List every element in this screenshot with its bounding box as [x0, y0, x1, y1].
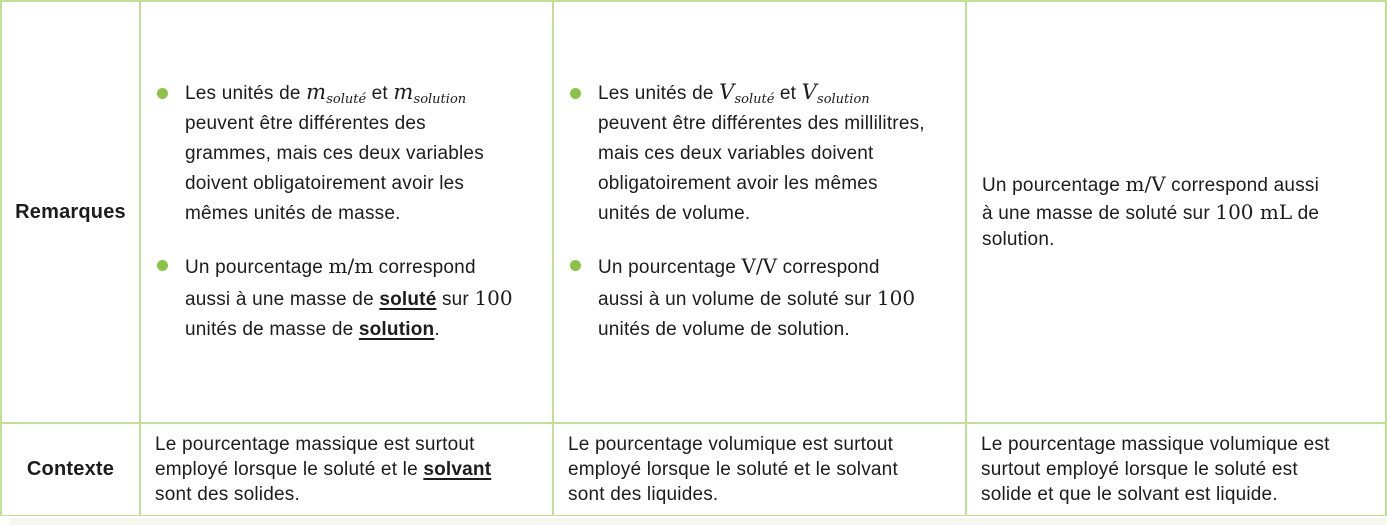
remarques-massique-volumique-cell — [967, 2, 1385, 424]
math-subscript: solution — [413, 92, 467, 107]
math-roman: m/m — [328, 254, 374, 278]
bullet-item — [570, 79, 930, 229]
math-variable: msoluté — [306, 80, 367, 107]
text-run: . — [434, 319, 440, 340]
bullet-dot-icon — [570, 88, 581, 99]
text-run: et — [774, 83, 802, 104]
row-header-contexte: Contexte — [2, 424, 141, 515]
math-subscript: soluté — [734, 92, 775, 107]
remarques-massique-cell — [141, 2, 554, 424]
math-roman: m/V — [1125, 172, 1166, 196]
bullet-item — [157, 251, 517, 345]
cell-paragraph — [155, 432, 507, 507]
math-variable: Vsolution — [801, 80, 870, 107]
emphasized-term: soluté — [379, 289, 437, 310]
emphasized-term: solvant — [423, 459, 492, 480]
text-run: Un pourcentage — [982, 175, 1126, 196]
bullet-item — [157, 79, 517, 229]
bullet-dot-icon — [157, 88, 168, 99]
bullet-text — [598, 251, 930, 345]
text-run: Un pourcentage — [185, 257, 329, 278]
cell-paragraph — [568, 432, 920, 507]
text-run: Les unités de — [185, 83, 307, 104]
math-roman: 100 mL — [1215, 200, 1293, 224]
text-run: et — [366, 83, 394, 104]
bullet-text — [185, 79, 517, 229]
text-run: Le pourcentage massique est surtout employé lorsque le soluté et le — [155, 434, 475, 480]
cell-paragraph — [982, 171, 1330, 253]
text-run: sont des solides. — [155, 484, 300, 505]
text-run: Un pourcentage — [598, 257, 742, 278]
bullet-dot-icon — [157, 260, 168, 271]
text-run: correspond aussi à une masse de soluté sur — [982, 175, 1320, 224]
math-subscript: soluté — [326, 92, 367, 107]
text-run: de solution. — [982, 203, 1320, 250]
text-run: peuvent être différentes des grammes, mais ces deux variables doivent obligatoirement avoir les mêmes unités de masse. — [185, 113, 484, 224]
text-run: peuvent être différentes des millilitres, mais ces deux variables doivent obligatoirement avoir les mêmes unités de volume. — [598, 113, 925, 224]
contexte-volumique-cell — [554, 424, 967, 515]
math-roman: 100 — [876, 286, 916, 310]
math-roman: 100 — [474, 286, 513, 310]
text-run: Le pourcentage volumique est surtout employé lorsque le soluté et le solvant sont des liquides. — [568, 434, 898, 505]
math-subscript: solution — [817, 92, 870, 107]
text-run: Le pourcentage massique volumique est surtout employé lorsque le soluté est solide et que le solvant est liquide. — [981, 434, 1330, 505]
text-run: Les unités de — [598, 83, 720, 104]
text-run: unités de masse de — [185, 319, 359, 340]
bullet-dot-icon — [570, 260, 581, 271]
math-variable: Vsoluté — [719, 80, 775, 107]
text-run: sur — [436, 289, 475, 310]
text-run: correspond aussi à une masse de — [185, 257, 476, 310]
text-run: correspond aussi à un volume de soluté sur — [598, 257, 880, 310]
below-table-strip — [10, 518, 1387, 525]
bullet-list — [157, 79, 517, 345]
bullet-text — [598, 79, 930, 229]
bullet-item — [570, 251, 930, 345]
row-header-remarques: Remarques — [2, 2, 141, 424]
bullet-list — [570, 79, 930, 345]
math-variable: msolution — [393, 80, 467, 107]
math-roman: V/V — [741, 254, 778, 278]
contexte-massique-cell — [141, 424, 554, 515]
text-run: unités de volume de solution. — [598, 319, 850, 340]
contexte-massique-volumique-cell — [967, 424, 1385, 515]
bullet-text — [185, 251, 517, 345]
remarques-volumique-cell — [554, 2, 967, 424]
cell-paragraph — [981, 432, 1333, 507]
emphasized-term: solution — [358, 319, 435, 340]
